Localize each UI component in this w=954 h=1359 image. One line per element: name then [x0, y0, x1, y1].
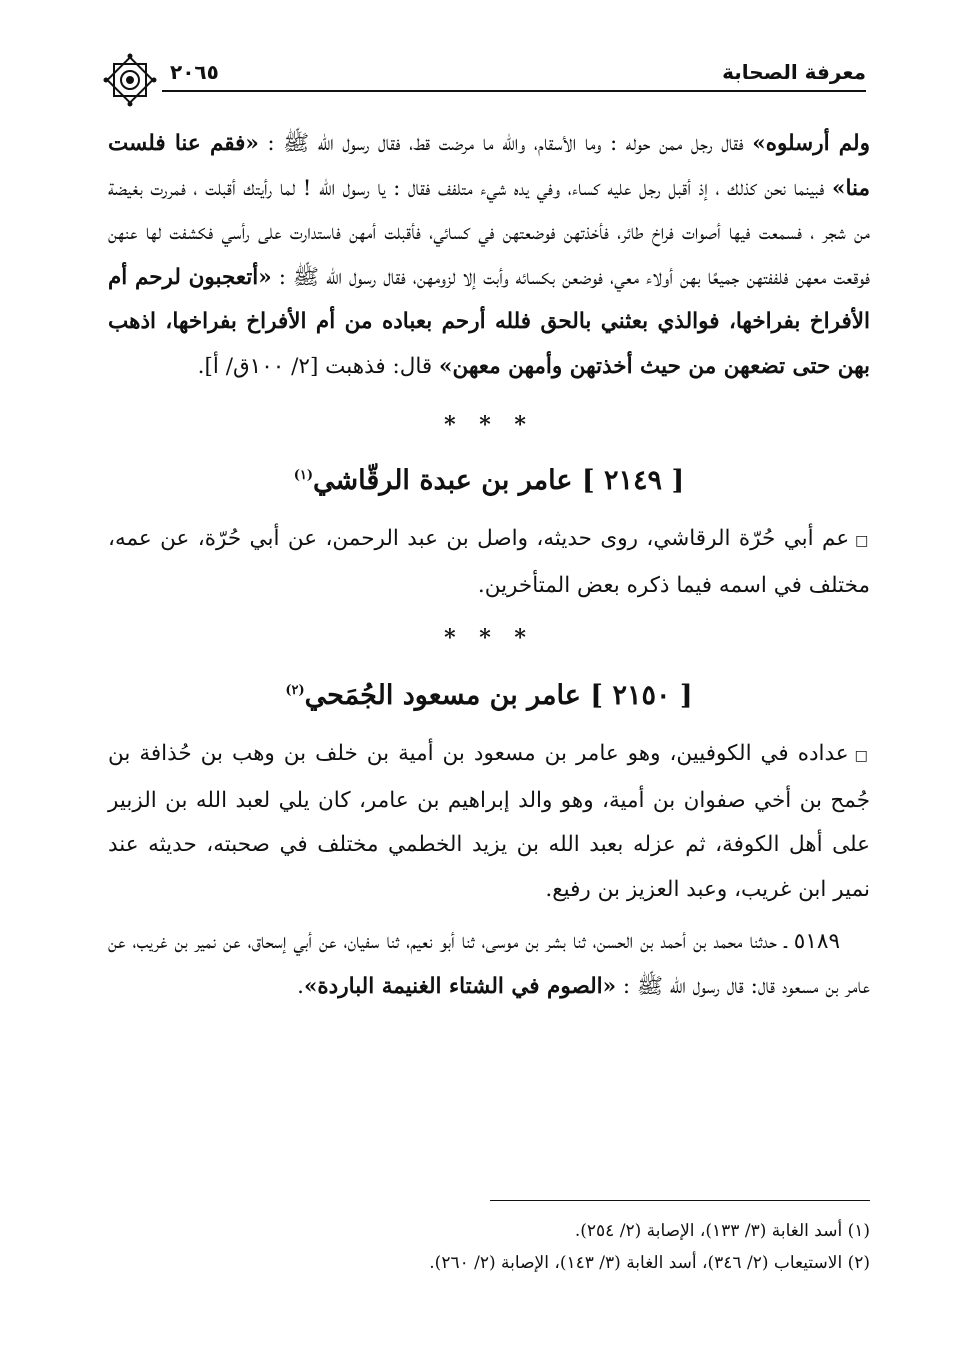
- text-run: عم أبي حُرّة الرقاشي، روى حديثه، واصل بن عبد الرحمن، عن أبي حُرّة، عن عمه، مختلف في اسمه فيما ذكره بعض المتأخرين.: [108, 526, 870, 598]
- footnote-rule: [490, 1200, 870, 1201]
- square-bullet-icon: □: [854, 748, 870, 764]
- prophetic-quote: «فقم عنا فلست منا»: [108, 131, 870, 201]
- entry-title-2150: [108, 669, 870, 719]
- section-divider: * * *: [444, 412, 534, 438]
- footnote-ref: (١): [293, 467, 314, 483]
- text-run: عداده في الكوفيين، وهو عامر بن مسعود بن أمية بن خلف بن وهب بن حُذافة بن جُمح بن أخي صفوان بن أمية، وهو والد إبراهيم بن عامر، كان يلي لعبد الله بن الزبير على أهل الكوفة، ثم عزله بعبد الله بن يزيد الخطمي مختلف في صحبته، حديثه عند نمير ابن غريب، وعبد العزيز بن رفيع.: [108, 741, 870, 902]
- text-run: .: [297, 973, 304, 999]
- quote-bold: ولم أرسلوه»: [752, 131, 870, 156]
- prophetic-quote: «أتعجبون لرحم أم الأفراخ بفراخها، فوالذي بعثني بالحق فلله أرحم بعباده من أم الأفراخ بفراخها، اذهب بهن حتى تضعهن من حيث أخذتهن وأمهن معهن»: [108, 264, 870, 379]
- entry-title-2149: [108, 454, 870, 504]
- section-divider: * * *: [444, 625, 534, 651]
- main-text: [108, 122, 870, 1009]
- text-run: فبينما نحن كذلك ، إذ أقبل رجل عليه كساء، وفي يده شيء متلفف فقال : يا رسول الله ! لما رأيتك أقبلت ، فمررت بغيضة من شجر ، فسمعت فيها أصوات فراخ طائر، فأخذتهن فوضعتهن في كسائي، فأقبلت أمهن فاستدارت على رأسي فكشفت لها عنهن فوقعت معهن فلففتهن جميعًا بهن أولاء معي، فوضعن بكسائه وأبت إلا لزومهن، فقال رسول الله ﷺ :: [108, 175, 870, 290]
- prophetic-quote: «الصوم في الشتاء الغنيمة الباردة»: [303, 973, 617, 999]
- entry-text-2150: [108, 732, 870, 912]
- entry-title-text: [ ٢١٤٩ ] عامر بن عبدة الرقّاشي: [313, 464, 685, 496]
- paragraph-continuation: [108, 122, 870, 389]
- footnotes: [150, 1200, 870, 1279]
- text-run: قال: فذهبت [٢/ ١٠٠ق/ أ].: [197, 353, 440, 379]
- hadith-5189: [108, 920, 870, 1009]
- entry-title-text: [ ٢١٥٠ ] عامر بن مسعود الجُمَحي: [304, 679, 693, 711]
- header-rule: [162, 90, 866, 92]
- text-run: ٥١٨٩ ـ حدثنا محمد بن أحمد بن الحسن، ثنا بشر بن موسى، ثنا أبو نعيم، ثنا سفيان، عن أبي إسحاق، عن نمير بن غريب، عن عامر بن مسعود قال: قال رسول الله ﷺ :: [108, 929, 870, 999]
- page-header: [100, 52, 866, 96]
- footnote-1: (١) أسد الغابة (٣/ ١٣٣)، الإصابة (٢/ ٢٥٤).: [574, 1221, 870, 1241]
- entry-text-2149: [108, 517, 870, 608]
- text-run: فقال رجل ممن حوله : وما الأسقام، والله ما مرضت قط، فقال رسول الله ﷺ :: [258, 131, 753, 156]
- square-bullet-icon: □: [855, 533, 870, 549]
- footnote-2: (٢) الاستيعاب (٢/ ٣٤٦)، أسد الغابة (٣/ ١٤٣)، الإصابة (٢/ ٢٦٠).: [429, 1253, 870, 1273]
- book-title: معرفة الصحابة: [722, 60, 866, 84]
- page-number: ٢٠٦٥: [170, 60, 219, 84]
- eight-point-star-icon: [100, 50, 160, 110]
- footnote-ref: (٢): [285, 682, 305, 698]
